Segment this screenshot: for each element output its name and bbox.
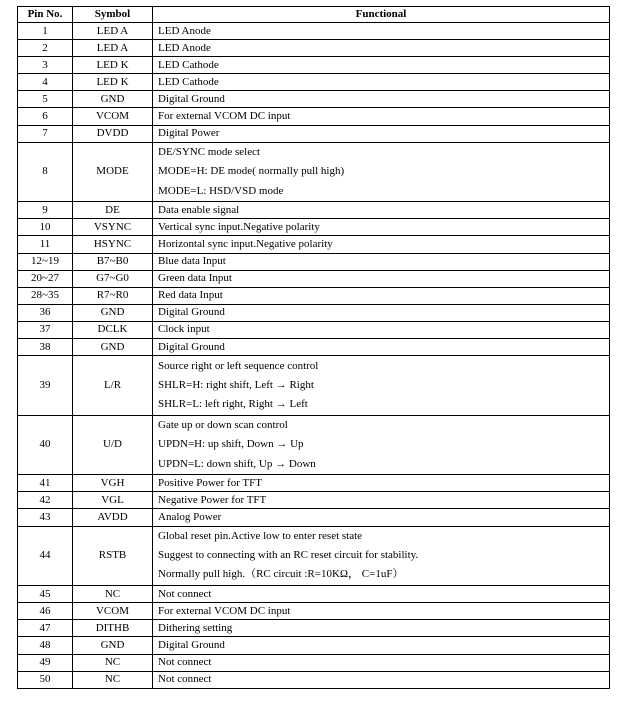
table-row bbox=[18, 637, 610, 654]
symbol-cell: GND bbox=[73, 304, 153, 321]
functional-line: Blue data Input bbox=[158, 255, 226, 268]
symbol-cell: VSYNC bbox=[73, 219, 153, 236]
functional-cell bbox=[153, 492, 610, 509]
functional-line: Not connect bbox=[158, 587, 212, 600]
table-row bbox=[18, 23, 610, 40]
pin-number-cell: 3 bbox=[18, 57, 73, 74]
functional-cell bbox=[153, 202, 610, 219]
symbol-cell: GND bbox=[73, 339, 153, 356]
functional-line: MODE=L: HSD/VSD mode bbox=[158, 184, 284, 197]
functional-line: SHLR=H: right shift, Left → Right bbox=[158, 378, 314, 391]
symbol-cell: RSTB bbox=[73, 526, 153, 586]
functional-cell bbox=[153, 287, 610, 304]
functional-cell bbox=[153, 415, 610, 475]
pin-table bbox=[17, 6, 610, 689]
table-body bbox=[18, 23, 610, 689]
symbol-cell: L/R bbox=[73, 356, 153, 416]
functional-line: Red data Input bbox=[158, 289, 223, 302]
table-row bbox=[18, 526, 610, 586]
functional-cell bbox=[153, 40, 610, 57]
symbol-cell: DCLK bbox=[73, 321, 153, 338]
pin-number-cell: 10 bbox=[18, 219, 73, 236]
functional-cell bbox=[153, 637, 610, 654]
pin-number-cell: 40 bbox=[18, 415, 73, 475]
functional-cell bbox=[153, 23, 610, 40]
table-row bbox=[18, 74, 610, 91]
functional-line: Negative Power for TFT bbox=[158, 493, 267, 506]
functional-cell bbox=[153, 339, 610, 356]
table-row bbox=[18, 108, 610, 125]
functional-line: Clock input bbox=[158, 323, 210, 336]
functional-line: LED Cathode bbox=[158, 58, 219, 71]
functional-line: Analog Power bbox=[158, 511, 222, 524]
functional-line: Not connect bbox=[158, 656, 212, 669]
pin-number-cell: 8 bbox=[18, 142, 73, 202]
pin-number-cell: 44 bbox=[18, 526, 73, 586]
table-row bbox=[18, 40, 610, 57]
functional-cell bbox=[153, 671, 610, 688]
symbol-cell: GND bbox=[73, 637, 153, 654]
table-row bbox=[18, 304, 610, 321]
functional-cell bbox=[153, 108, 610, 125]
functional-line: LED Anode bbox=[158, 41, 211, 54]
functional-line: LED Cathode bbox=[158, 75, 219, 88]
symbol-cell: B7~B0 bbox=[73, 253, 153, 270]
pin-number-cell: 7 bbox=[18, 125, 73, 142]
functional-line: Digital Ground bbox=[158, 306, 225, 319]
header-row bbox=[18, 7, 610, 23]
functional-cell bbox=[153, 603, 610, 620]
pin-number-cell: 37 bbox=[18, 321, 73, 338]
functional-cell bbox=[153, 526, 610, 586]
table-row bbox=[18, 91, 610, 108]
functional-cell bbox=[153, 236, 610, 253]
functional-line: Positive Power for TFT bbox=[158, 476, 262, 489]
functional-line: UPDN=L: down shift, Up → Down bbox=[158, 457, 316, 470]
functional-line: Normally pull high.（RC circuit :R=10KΩ， C=1uF） bbox=[158, 568, 404, 581]
symbol-cell: GND bbox=[73, 91, 153, 108]
table-row bbox=[18, 356, 610, 416]
table-row bbox=[18, 603, 610, 620]
functional-line: DE/SYNC mode select bbox=[158, 146, 261, 159]
table-row bbox=[18, 57, 610, 74]
pin-number-cell: 49 bbox=[18, 654, 73, 671]
pin-number-cell: 46 bbox=[18, 603, 73, 620]
table-row bbox=[18, 321, 610, 338]
functional-cell bbox=[153, 57, 610, 74]
header-pin-no: Pin No. bbox=[18, 7, 73, 23]
functional-line: Horizontal sync input.Negative polarity bbox=[158, 237, 333, 250]
symbol-cell: DVDD bbox=[73, 125, 153, 142]
functional-line: Dithering setting bbox=[158, 621, 233, 634]
functional-cell bbox=[153, 219, 610, 236]
table-row bbox=[18, 142, 610, 202]
functional-line: LED Anode bbox=[158, 24, 211, 37]
symbol-cell: LED K bbox=[73, 74, 153, 91]
functional-line: For external VCOM DC input bbox=[158, 604, 291, 617]
pin-number-cell: 42 bbox=[18, 492, 73, 509]
pin-number-cell: 12~19 bbox=[18, 253, 73, 270]
functional-cell bbox=[153, 304, 610, 321]
pin-number-cell: 2 bbox=[18, 40, 73, 57]
functional-line: Green data Input bbox=[158, 272, 232, 285]
functional-line: SHLR=L: left right, Right → Left bbox=[158, 397, 308, 410]
symbol-cell: AVDD bbox=[73, 509, 153, 526]
symbol-cell: VCOM bbox=[73, 603, 153, 620]
table-row bbox=[18, 509, 610, 526]
functional-cell bbox=[153, 356, 610, 416]
functional-cell bbox=[153, 74, 610, 91]
symbol-cell: VGL bbox=[73, 492, 153, 509]
table-row bbox=[18, 253, 610, 270]
pin-number-cell: 47 bbox=[18, 620, 73, 637]
functional-line: Digital Ground bbox=[158, 638, 225, 651]
table-row bbox=[18, 202, 610, 219]
functional-cell bbox=[153, 91, 610, 108]
functional-cell bbox=[153, 654, 610, 671]
header-functional: Functional bbox=[153, 7, 610, 23]
pin-number-cell: 28~35 bbox=[18, 287, 73, 304]
functional-cell bbox=[153, 586, 610, 603]
functional-line: Source right or left sequence control bbox=[158, 359, 319, 372]
functional-cell bbox=[153, 253, 610, 270]
header-symbol: Symbol bbox=[73, 7, 153, 23]
table-row bbox=[18, 654, 610, 671]
functional-cell bbox=[153, 125, 610, 142]
pin-number-cell: 36 bbox=[18, 304, 73, 321]
pin-number-cell: 43 bbox=[18, 509, 73, 526]
functional-line: UPDN=H: up shift, Down → Up bbox=[158, 438, 304, 451]
functional-line: For external VCOM DC input bbox=[158, 110, 291, 123]
table-row bbox=[18, 270, 610, 287]
functional-cell bbox=[153, 620, 610, 637]
symbol-cell: HSYNC bbox=[73, 236, 153, 253]
pin-number-cell: 5 bbox=[18, 91, 73, 108]
table-row bbox=[18, 586, 610, 603]
table-row bbox=[18, 475, 610, 492]
pin-number-cell: 20~27 bbox=[18, 270, 73, 287]
symbol-cell: LED A bbox=[73, 23, 153, 40]
functional-cell bbox=[153, 475, 610, 492]
functional-line: Vertical sync input.Negative polarity bbox=[158, 220, 320, 233]
symbol-cell: U/D bbox=[73, 415, 153, 475]
table-row bbox=[18, 125, 610, 142]
table-row bbox=[18, 287, 610, 304]
pin-number-cell: 4 bbox=[18, 74, 73, 91]
pin-number-cell: 50 bbox=[18, 671, 73, 688]
pin-number-cell: 1 bbox=[18, 23, 73, 40]
table-row bbox=[18, 492, 610, 509]
pin-number-cell: 6 bbox=[18, 108, 73, 125]
symbol-cell: LED A bbox=[73, 40, 153, 57]
pin-number-cell: 45 bbox=[18, 586, 73, 603]
pin-number-cell: 9 bbox=[18, 202, 73, 219]
functional-line: Digital Ground bbox=[158, 340, 225, 353]
symbol-cell: G7~G0 bbox=[73, 270, 153, 287]
functional-line: Not connect bbox=[158, 673, 212, 686]
pin-number-cell: 11 bbox=[18, 236, 73, 253]
table-row bbox=[18, 620, 610, 637]
pin-number-cell: 38 bbox=[18, 339, 73, 356]
symbol-cell: DE bbox=[73, 202, 153, 219]
pin-number-cell: 39 bbox=[18, 356, 73, 416]
symbol-cell: NC bbox=[73, 654, 153, 671]
functional-cell bbox=[153, 321, 610, 338]
functional-line: Global reset pin.Active low to enter reset state bbox=[158, 530, 363, 543]
table-row bbox=[18, 671, 610, 688]
symbol-cell: VCOM bbox=[73, 108, 153, 125]
table-row bbox=[18, 236, 610, 253]
pin-number-cell: 41 bbox=[18, 475, 73, 492]
symbol-cell: NC bbox=[73, 586, 153, 603]
functional-cell bbox=[153, 509, 610, 526]
symbol-cell: VGH bbox=[73, 475, 153, 492]
functional-line: Data enable signal bbox=[158, 203, 240, 216]
symbol-cell: R7~R0 bbox=[73, 287, 153, 304]
symbol-cell: MODE bbox=[73, 142, 153, 202]
functional-cell bbox=[153, 142, 610, 202]
table-row bbox=[18, 339, 610, 356]
functional-line: MODE=H: DE mode( normally pull high) bbox=[158, 165, 345, 178]
functional-line: Digital Power bbox=[158, 127, 220, 140]
pin-number-cell: 48 bbox=[18, 637, 73, 654]
functional-cell bbox=[153, 270, 610, 287]
table-row bbox=[18, 219, 610, 236]
functional-line: Digital Ground bbox=[158, 92, 225, 105]
symbol-cell: DITHB bbox=[73, 620, 153, 637]
functional-line: Suggest to connecting with an RC reset circuit for stability. bbox=[158, 549, 419, 562]
symbol-cell: LED K bbox=[73, 57, 153, 74]
functional-line: Gate up or down scan control bbox=[158, 419, 288, 432]
table-row bbox=[18, 415, 610, 475]
symbol-cell: NC bbox=[73, 671, 153, 688]
